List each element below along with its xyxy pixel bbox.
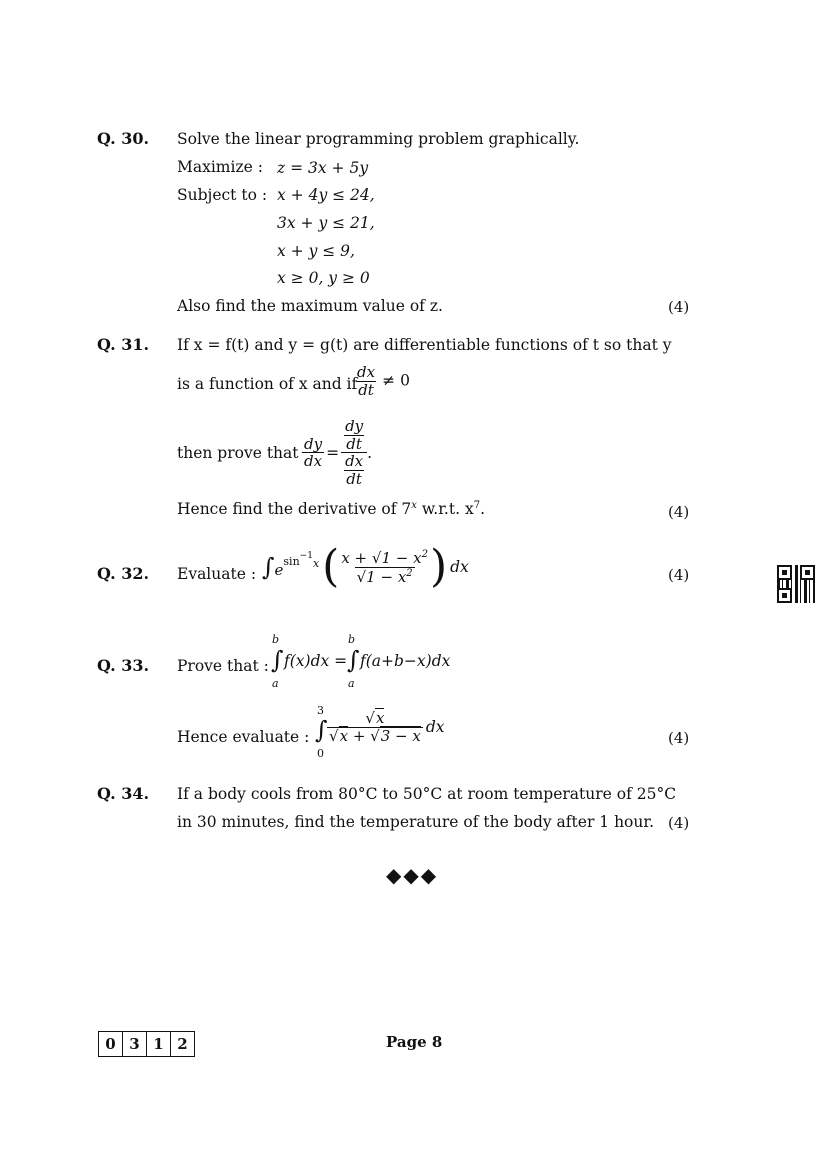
- frac-num: dx: [345, 452, 364, 470]
- q31-cond: ≠ 0: [382, 371, 410, 390]
- q30-objective: z = 3x + 5y: [277, 159, 369, 177]
- q31-hence-end: .: [480, 500, 486, 519]
- q30-maximize-label: Maximize :: [177, 158, 263, 176]
- right-paren-icon: ): [429, 541, 448, 592]
- exp-neg1: −1: [299, 551, 313, 561]
- q31-line3: then prove that: [177, 444, 299, 462]
- q32-denominator: √1 − x: [356, 567, 407, 586]
- q30-marks: (4): [668, 298, 690, 316]
- code-digit: 1: [147, 1032, 171, 1056]
- q32-numerator: x + √1 − x: [341, 549, 422, 567]
- q32-label: Evaluate :: [177, 565, 257, 583]
- q33-upper-limit-3: 3: [317, 704, 324, 717]
- q31-hence-text: Hence find the derivative of 7: [177, 500, 412, 519]
- q33-num: x: [375, 709, 385, 727]
- code-digit: 3: [123, 1032, 147, 1056]
- q32-num-sup: 2: [421, 549, 428, 560]
- frac-den: dt: [358, 380, 374, 399]
- left-paren-icon: (: [322, 541, 340, 592]
- exp-sin: sin: [283, 555, 300, 568]
- frac-den: dt: [346, 469, 362, 488]
- code-digit: 2: [177, 1035, 188, 1053]
- q33-lower-limit-2: a: [348, 677, 355, 690]
- q33-rhs: f(a+b−x)dx: [360, 652, 451, 670]
- q33-upper-limit-2: b: [348, 633, 356, 646]
- frac-num: dx: [357, 363, 376, 381]
- q30-constraint-2: 3x + y ≤ 21,: [277, 214, 375, 232]
- q31-marks: (4): [668, 503, 690, 521]
- q33-den-b: 3 − x: [380, 726, 421, 745]
- q31-hence-text2: w.r.t. x: [421, 500, 474, 519]
- q32-integral: [262, 541, 469, 592]
- q33-marks: (4): [668, 729, 690, 747]
- frac-den: dt: [346, 434, 362, 453]
- q31-hence-sup: x: [411, 500, 417, 511]
- q31-line1: If x = f(t) and y = g(t) are differentiable functions of t so that y: [177, 336, 672, 354]
- q33-label: Prove that :: [177, 657, 269, 675]
- q30-number: Q. 30.: [97, 129, 150, 148]
- paper-code-box: [98, 1031, 195, 1057]
- q33-hence-fraction: $\frac{√x}{√x + √3 - x}$ dx: [329, 709, 445, 745]
- frac-num: dy: [345, 417, 364, 435]
- q30-constraint-3: x + y ≤ 9,: [277, 242, 355, 260]
- integral-sign-icon: ∫: [315, 716, 328, 744]
- integral-sign-icon: ∫: [271, 646, 284, 674]
- frac-num: dy: [304, 434, 323, 453]
- q30-also: Also find the maximum value of z.: [177, 297, 443, 315]
- integral-sign-icon: ∫: [347, 646, 360, 674]
- qr-code-icon: [777, 565, 815, 603]
- q32-marks: (4): [668, 566, 690, 584]
- q30-constraint-1: x + 4y ≤ 24,: [277, 186, 375, 204]
- equals-sign: =: [326, 443, 340, 462]
- q32-number: Q. 32.: [97, 564, 150, 583]
- q33-lhs: f(x)dx =: [284, 652, 348, 670]
- q33-dx: dx: [425, 718, 445, 736]
- q32-den-sup: 2: [406, 567, 413, 579]
- exp-x: x: [312, 557, 320, 570]
- q33-hence-label: Hence evaluate :: [177, 728, 310, 746]
- q34-number: Q. 34.: [97, 784, 150, 803]
- q30-subject-label: Subject to :: [177, 186, 268, 204]
- exp-base: e: [274, 561, 284, 579]
- q31-formula: $\frac{dy}{dx}$ = $\frac{\frac{dy}{dt}}{\frac{dx}{dt}}$ .: [304, 417, 373, 488]
- q33-number: Q. 33.: [97, 656, 150, 675]
- q31-hence-sup2: 7: [473, 500, 481, 511]
- q33-plus: +: [352, 726, 366, 745]
- q31-line2: is a function of x and if: [177, 375, 358, 393]
- integral-sign-icon: ∫: [262, 553, 275, 581]
- q31-dxdt-fraction: [355, 364, 410, 398]
- q30-constraint-4: x ≥ 0, y ≥ 0: [277, 269, 370, 287]
- q33-lower-limit-3: 0: [317, 747, 324, 760]
- q34-line2: in 30 minutes, find the temperature of the body after 1 hour.: [177, 813, 654, 831]
- q31-hence: [177, 500, 485, 518]
- q32-dx: dx: [450, 558, 469, 576]
- q33-lower-limit-1: a: [272, 677, 279, 690]
- frac-den: dx: [304, 452, 323, 470]
- page-number: Page 8: [386, 1033, 443, 1051]
- q34-line1: If a body cools from 80°C to 50°C at room temperature of 25°C: [177, 785, 677, 803]
- code-digit: 0: [99, 1032, 123, 1056]
- q33-den-a: x: [339, 726, 349, 745]
- q30-intro: Solve the linear programming problem graphically.: [177, 130, 580, 148]
- q34-marks: (4): [668, 814, 690, 832]
- q31-number: Q. 31.: [97, 335, 150, 354]
- end-diamonds-icon: ◆◆◆: [386, 863, 439, 887]
- q33-upper-limit-1: b: [272, 633, 280, 646]
